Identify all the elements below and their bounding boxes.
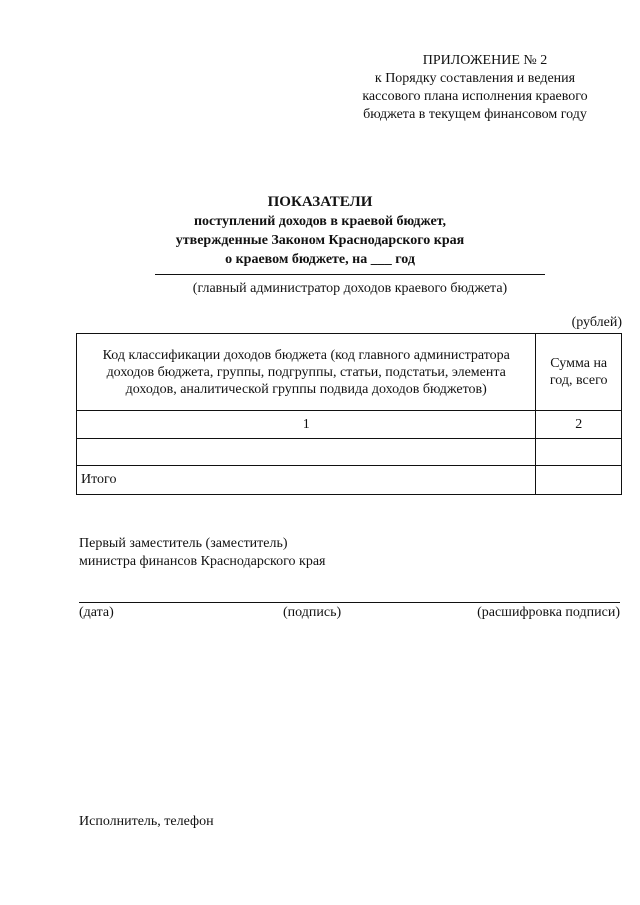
appendix-number: ПРИЛОЖЕНИЕ № 2: [422, 53, 548, 68]
signature-line: [79, 602, 620, 603]
total-row: [77, 466, 622, 495]
appendix-block: [345, 52, 605, 124]
signature-decode-caption: (расшифровка подписи): [477, 605, 620, 620]
header-code-cell: Код классификации доходов бюджета (код главного администратора доходов бюджета, группы, подгруппы, статьи, подстатьи, элемента доходов, аналитической группы подвида доходов бюджетов): [77, 334, 536, 411]
executor-label: Исполнитель, телефон: [79, 814, 214, 829]
heading-line-1: поступлений доходов в краевой бюджет,: [193, 214, 447, 229]
signature-caption: (подпись): [283, 605, 342, 620]
appendix-line-2: кассового плана исполнения краевого: [362, 89, 588, 104]
admin-fill-line: [155, 274, 545, 275]
heading-line-3: о краевом бюджете, на ___ год: [225, 252, 415, 267]
revenue-table: [76, 333, 622, 495]
table-row: [77, 439, 622, 466]
signer-line-2: министра финансов Краснодарского края: [79, 554, 326, 569]
document-heading: [120, 193, 520, 269]
appendix-line-1: к Порядку составления и ведения: [374, 71, 576, 86]
appendix-line-3: бюджета в текущем финансовом году: [363, 107, 587, 122]
total-label: Итого: [77, 466, 536, 495]
document-title: ПОКАЗАТЕЛИ: [267, 194, 373, 210]
signer-block: [79, 535, 325, 571]
date-caption: (дата): [79, 605, 114, 620]
column-number-row: [77, 411, 622, 439]
total-sum-cell: [536, 466, 622, 495]
heading-line-2: утвержденные Законом Краснодарского края: [175, 233, 465, 248]
table-header-row: [77, 334, 622, 411]
units-label: (рублей): [571, 315, 622, 330]
admin-caption: (главный администратор доходов краевого бюджета): [192, 281, 508, 296]
sum-cell: [536, 439, 622, 466]
column-number-1: 1: [77, 411, 536, 439]
signer-line-1: Первый заместитель (заместитель): [79, 536, 288, 551]
header-sum-cell: Сумма на год, всего: [536, 334, 622, 411]
column-number-2: 2: [536, 411, 622, 439]
code-cell: [77, 439, 536, 466]
